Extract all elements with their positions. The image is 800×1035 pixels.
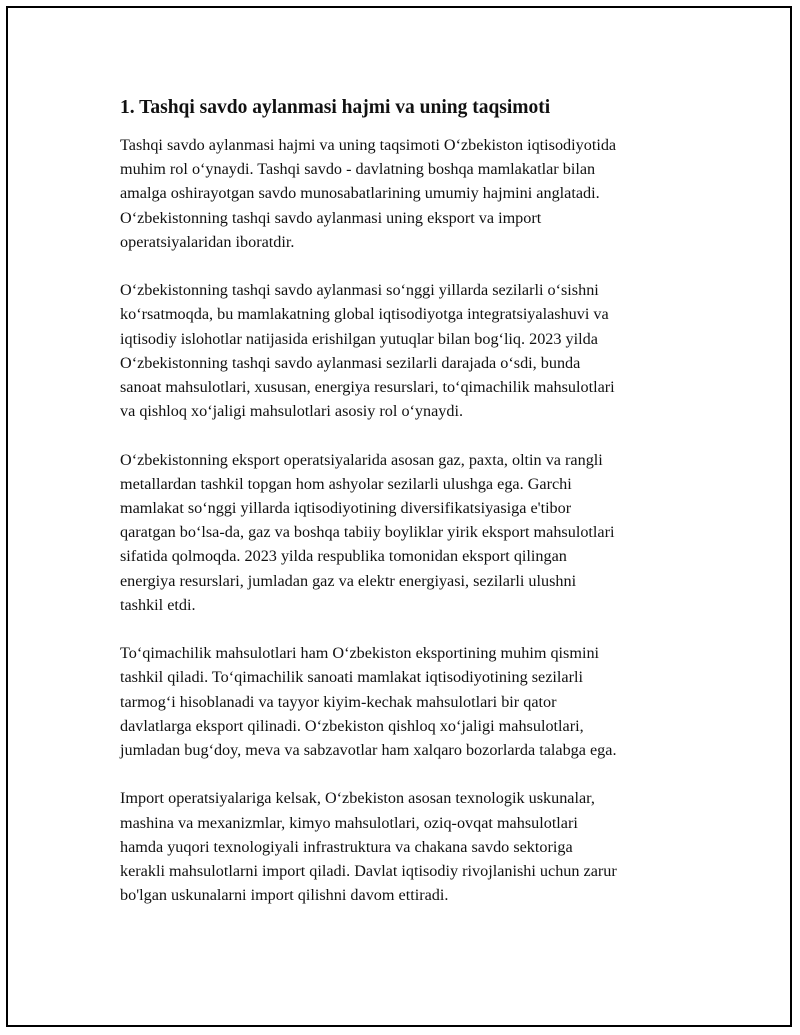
- text-line: bo'lgan uskunalarni import qilishni davom ettiradi.: [120, 886, 449, 905]
- text-line: hamda yuqori texnologiyali infrastruktura va chakana savdo sektoriga: [120, 837, 573, 856]
- text-line: tashkil etdi.: [120, 595, 196, 614]
- text-line: sifatida qolmoqda. 2023 yilda respublika tomonidan eksport qilingan: [120, 547, 567, 566]
- text-line: ko‘rsatmoqda, bu mamlakatning global iqtisodiyotga integratsiyalashuvi va: [120, 305, 609, 324]
- text-line: amalga oshirayotgan savdo munosabatlarining umumiy hajmini anglatadi.: [120, 184, 600, 203]
- text-line: davlatlarga eksport qilinadi. O‘zbekiston qishloq xo‘jaligi mahsulotlari,: [120, 716, 584, 735]
- paragraph-3: [120, 448, 695, 617]
- text-line: O‘zbekistonning tashqi savdo aylanmasi so‘nggi yillarda sezilarli o‘sishni: [120, 281, 599, 300]
- text-line: Tashqi savdo aylanmasi hajmi va uning taqsimoti O‘zbekiston iqtisodiyotida: [120, 136, 617, 154]
- text-line: iqtisodiy islohotlar natijasida erishilgan yutuqlar bilan bog‘liq. 2023 yilda: [120, 329, 598, 348]
- text-line: energiya resurslari, jumladan gaz va elektr energiyasi, sezilarli ulushni: [120, 571, 577, 590]
- paragraph-1: [120, 133, 695, 254]
- text-line: kerakli mahsulotlarni import qiladi. Davlat iqtisodiy rivojlanishi uchun zarur: [120, 862, 617, 881]
- text-line: tarmog‘i hisoblanadi va tayyor kiyim-kechak mahsulotlari bir qator: [120, 692, 557, 711]
- text-line: To‘qimachilik mahsulotlari ham O‘zbekiston eksportining muhim qismini: [120, 644, 600, 663]
- text-line: mashina va mexanizmlar, kimyo mahsulotlari, oziq-ovqat mahsulotlari: [120, 813, 578, 832]
- text-line: Import operatsiyalariga kelsak, O‘zbekiston asosan texnologik uskunalar,: [120, 789, 595, 808]
- paragraph-2: [120, 278, 695, 423]
- text-line: mamlakat so‘nggi yillarda iqtisodiyotining diversifikatsiyasiga e'tibor: [120, 499, 572, 518]
- text-line: O‘zbekistonning tashqi savdo aylanmasi uning eksport va import: [120, 208, 542, 227]
- text-line: tashkil qiladi. To‘qimachilik sanoati mamlakat iqtisodiyotining sezilarli: [120, 668, 583, 687]
- paragraph-4: [120, 641, 695, 762]
- text-line: qaratgan bo‘lsa-da, gaz va boshqa tabiiy boyliklar yirik eksport mahsulotlari: [120, 523, 615, 542]
- text-line: sanoat mahsulotlari, xususan, energiya resurslari, to‘qimachilik mahsulotlari: [120, 378, 615, 397]
- text-line: metallardan tashkil topgan hom ashyolar sezilarli ulushga ega. Garchi: [120, 474, 572, 493]
- text-line: O‘zbekistonning eksport operatsiyalarida asosan gaz, paxta, oltin va rangli: [120, 450, 603, 469]
- text-line: operatsiyalaridan iboratdir.: [120, 232, 295, 251]
- document-page: [6, 6, 792, 1027]
- text-line: va qishloq xo‘jaligi mahsulotlari asosiy rol o‘ynaydi.: [120, 402, 464, 421]
- text-line: O‘zbekistonning tashqi savdo aylanmasi sezilarli darajada o‘sdi, bunda: [120, 353, 581, 372]
- document-body: [120, 96, 695, 932]
- paragraph-5: [120, 786, 695, 907]
- section-heading: 1. Tashqi savdo aylanmasi hajmi va uning taqsimoti: [120, 97, 551, 118]
- text-line: jumladan bug‘doy, meva va sabzavotlar ham xalqaro bozorlarda talabga ega.: [120, 741, 617, 760]
- text-line: muhim rol o‘ynaydi. Tashqi savdo - davlatning boshqa mamlakatlar bilan: [120, 160, 596, 179]
